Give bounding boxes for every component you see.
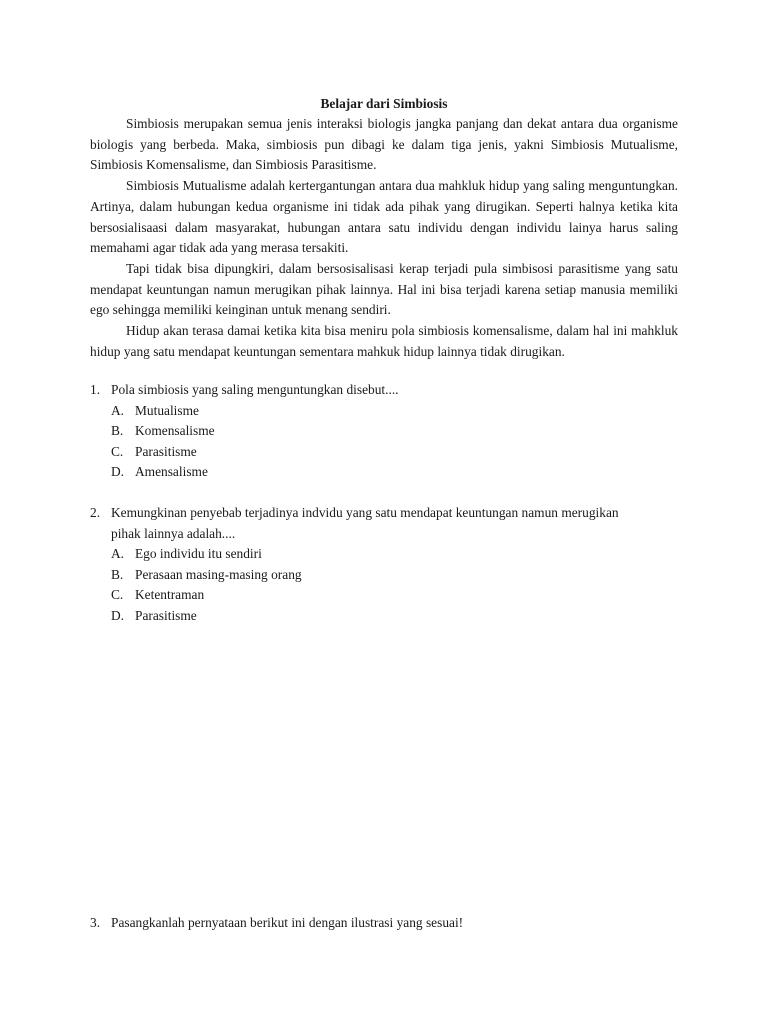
option-letter: C. [111,443,124,459]
option-a [90,544,630,565]
option-letter: B. [111,566,124,582]
option-d [90,606,630,627]
option-text: Perasaan masing-masing orang [135,566,302,582]
question-text: Pasangkanlah pernyataan berikut ini dengan ilustrasi yang sesuai! [111,915,464,930]
question-1 [90,380,650,483]
option-b [90,421,650,442]
option-text: Ketentraman [135,587,205,602]
option-text: Mutualisme [135,402,199,418]
option-text: Komensalisme [135,423,215,438]
question-3 [90,913,650,934]
option-letter: D. [111,464,125,479]
option-letter: D. [111,607,125,623]
question-number: 3. [90,915,101,930]
question-2 [90,503,630,626]
option-d [90,462,650,483]
option-letter: A. [111,546,125,561]
answer-options [90,401,650,483]
question-text: Kemungkinan penyebab terjadinya indvidu yang satu mendapat keuntungan namun merugikan pihak lainnya adalah.... [111,505,619,541]
option-text: Parasitisme [135,607,197,623]
paragraph-2: Simbiosis Mutualisme adalah kertergantungan antara dua mahkluk hidup yang saling menguntungkan. Artinya, dalam hubungan kedua organisme ini tidak ada pihak yang dirugikan. Seperti halnya ketika kita bersosialisaasi dalam masyarakat, hubungan antara satu individu dengan individu lainya harus saling memahami agar tidak ada yang merasa tersakiti. [90,178,678,256]
option-b [90,565,630,586]
option-text: Ego individu itu sendiri [135,546,262,561]
document-title: Belajar dari Simbiosis [320,96,448,111]
paragraph-1: Simbiosis merupakan semua jenis interaksi biologis jangka panjang dan dekat antara dua organisme biologis yang berbeda. Maka, simbiosis pun dibagi ke dalam tiga jenis, yakni Simbiosis Mutualisme, Simbiosis Komensalisme, dan Simbiosis Parasitisme. [90,116,678,173]
option-text: Parasitisme [135,443,197,459]
paragraph-4: Hidup akan terasa damai ketika kita bisa meniru pola simbiosis komensalisme, dalam hal ini mahkluk hidup yang satu mendapat keuntungan sementara mahkuk hidup lainnya tidak dirugikan. [90,323,678,359]
option-letter: B. [111,423,124,438]
option-c [90,442,650,463]
option-a [90,401,650,422]
question-number: 1. [90,382,101,397]
question-text: Pola simbiosis yang saling menguntungkan disebut.... [111,382,399,397]
answer-options [90,544,630,626]
option-letter: C. [111,587,124,602]
question-number: 2. [90,505,101,520]
paragraph-3: Tapi tidak bisa dipungkiri, dalam bersosisalisasi kerap terjadi pula simbisosi parasitisme yang satu mendapat keuntungan namun merugikan pihak lainnya. Hal ini bisa terjadi karena setiap manusia memiliki ego sehingga memiliki keinginan untuk menang sendiri. [90,260,678,318]
reading-passage [90,114,678,362]
option-letter: A. [111,402,125,418]
option-c [90,585,630,606]
option-text: Amensalisme [135,464,208,479]
